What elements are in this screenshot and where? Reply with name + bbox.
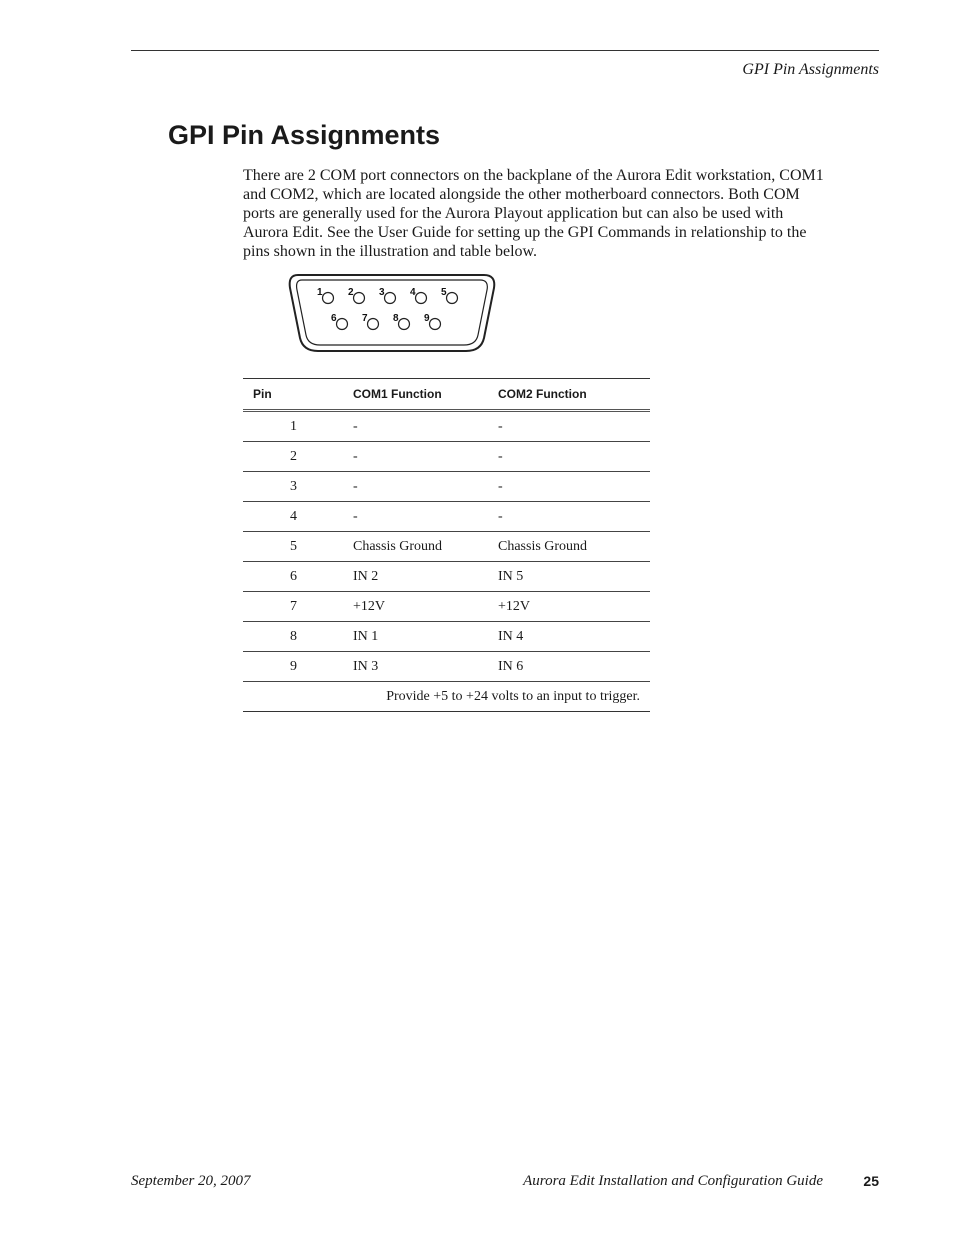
connector-pin-label-5: 5 [441,287,447,298]
connector-pin-label-3: 3 [379,287,385,298]
pin-number: 3 [243,472,353,502]
connector-pin-5 [447,293,458,304]
connector-inner-shell [297,280,488,345]
pin-number: 1 [243,411,353,442]
com2-function: IN 5 [498,562,650,592]
running-header-title: GPI Pin Assignments [742,61,879,78]
table-row [243,652,650,682]
connector-pin-4 [416,293,427,304]
table-row [243,411,650,442]
connector-pin-label-9: 9 [424,313,430,324]
connector-pin-label-7: 7 [362,313,368,324]
footer-date: September 20, 2007 [131,1173,251,1189]
intro-paragraph: There are 2 COM port connectors on the backplane of the Aurora Edit workstation, COM1 and COM2, which are located alongside the other motherboard connectors. Both COM ports are generally used for the Aurora Playout application but can also be used with Aurora Edit. See the User Guide for setting up the GPI Commands in relationship to the pins shown in the illustration and table below. [243,167,824,260]
com1-function: IN 2 [353,562,498,592]
com2-function: IN 4 [498,622,650,652]
connector-pin-2 [354,293,365,304]
connector-pin-8 [399,319,410,330]
connector-pin-label-4: 4 [410,287,416,298]
table-header-row [243,379,650,411]
table-row [243,562,650,592]
com1-function: IN 3 [353,652,498,682]
table-row [243,592,650,622]
pin-number: 6 [243,562,353,592]
connector-pin-label-2: 2 [348,287,354,298]
connector-pin-1 [323,293,334,304]
header-com1-function: COM1 Function [353,379,498,411]
header-com2-function: COM2 Function [498,379,650,411]
com2-function: Chassis Ground [498,532,650,562]
com2-function: - [498,502,650,532]
connector-pin-label-6: 6 [331,313,337,324]
com1-function: - [353,502,498,532]
connector-pin-6 [337,319,348,330]
table-footnote: Provide +5 to +24 volts to an input to trigger. [243,682,650,712]
com1-function: - [353,472,498,502]
com2-function: - [498,442,650,472]
connector-pin-9 [430,319,441,330]
connector-pin-label-8: 8 [393,313,399,324]
com1-function: - [353,411,498,442]
com2-function: IN 6 [498,652,650,682]
footer-guide-title: Aurora Edit Installation and Configuration Guide [523,1173,823,1189]
connector-pin-label-1: 1 [317,287,323,298]
com1-function: Chassis Ground [353,532,498,562]
com1-function: - [353,442,498,472]
com2-function: +12V [498,592,650,622]
pin-number: 5 [243,532,353,562]
connector-pin-3 [385,293,396,304]
header-rule [131,50,879,51]
table-row [243,442,650,472]
header-pin: Pin [243,379,353,411]
connector-bottom-pins [331,313,441,330]
table-row [243,472,650,502]
com1-function: IN 1 [353,622,498,652]
pin-number: 7 [243,592,353,622]
pin-number: 2 [243,442,353,472]
footer-page-number: 25 [863,1173,879,1189]
pin-number: 4 [243,502,353,532]
db9-connector-diagram [286,272,498,354]
connector-pin-7 [368,319,379,330]
page-title: GPI Pin Assignments [168,120,441,150]
table-note-row [243,682,650,712]
table-row [243,532,650,562]
com2-function: - [498,472,650,502]
pin-assignment-table [243,378,650,712]
com2-function: - [498,411,650,442]
com1-function: +12V [353,592,498,622]
table-row [243,502,650,532]
connector-top-pins [317,287,458,304]
pin-number: 8 [243,622,353,652]
pin-number: 9 [243,652,353,682]
table-row [243,622,650,652]
